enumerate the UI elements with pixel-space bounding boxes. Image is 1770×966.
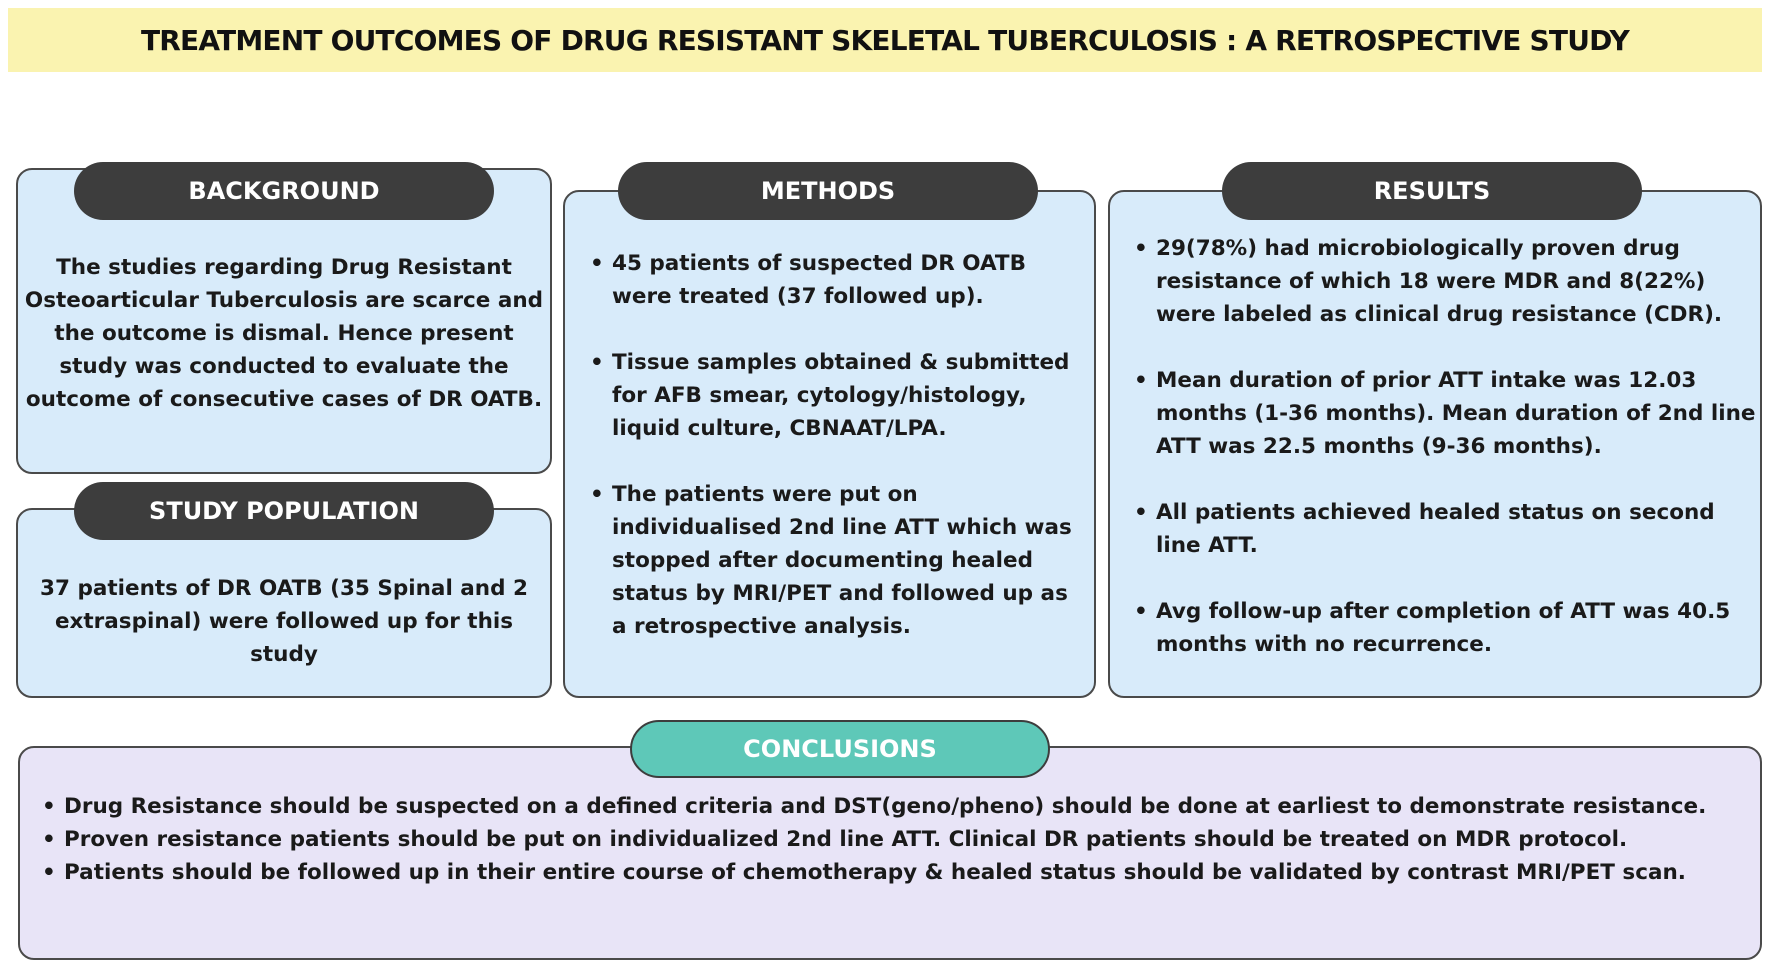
conclusions-item: • Proven resistance patients should be put on individualized 2nd line ATT. Clinical DR patients should be treated on MDR protocol. bbox=[40, 823, 1754, 856]
conclusions-item: • Patients should be followed up in their entire course of chemotherapy & healed status should be validated by contrast MRI/PET scan. bbox=[40, 856, 1754, 889]
conclusions-heading: CONCLUSIONS bbox=[743, 735, 937, 763]
results-list bbox=[1132, 232, 1758, 694]
study-population-heading: STUDY POPULATION bbox=[149, 497, 419, 525]
methods-item: • Tissue samples obtained & submitted for AFB smear, cytology/histology, liquid culture, CBNAAT/LPA. bbox=[588, 346, 1088, 445]
methods-heading: METHODS bbox=[760, 177, 896, 205]
results-item: • All patients achieved healed status on second line ATT. bbox=[1132, 496, 1758, 562]
title-banner bbox=[8, 8, 1762, 72]
results-item: • Mean duration of prior ATT intake was 12.03 months (1-36 months). Mean duration of 2nd line ATT was 22.5 months (9-36 months). bbox=[1132, 364, 1758, 463]
study-population-text: 37 patients of DR OATB (35 Spinal and 2 extraspinal) were followed up for this study bbox=[40, 576, 528, 667]
conclusions-list bbox=[40, 790, 1754, 889]
conclusions-item: • Drug Resistance should be suspected on a defined criteria and DST(geno/pheno) should be done at earliest to demonstrate resistance. bbox=[40, 790, 1754, 823]
methods-list bbox=[588, 247, 1088, 676]
page-title: TREATMENT OUTCOMES OF DRUG RESISTANT SKELETAL TUBERCULOSIS : A RETROSPECTIVE STUDY bbox=[140, 23, 1630, 57]
methods-item: • The patients were put on individualised 2nd line ATT which was stopped after documenting healed status by MRI/PET and followed up as a retrospective analysis. bbox=[588, 478, 1088, 643]
results-item: • 29(78%) had microbiologically proven drug resistance of which 18 were MDR and 8(22%) were labeled as clinical drug resistance (CDR). bbox=[1132, 232, 1758, 331]
methods-heading-pill bbox=[618, 162, 1038, 220]
background-heading-pill bbox=[74, 162, 494, 220]
conclusions-heading-pill bbox=[630, 720, 1050, 778]
results-heading-pill bbox=[1222, 162, 1642, 220]
results-heading: RESULTS bbox=[1373, 177, 1491, 205]
background-heading: BACKGROUND bbox=[188, 177, 380, 205]
results-item: • Avg follow-up after completion of ATT was 40.5 months with no recurrence. bbox=[1132, 595, 1758, 661]
background-text: The studies regarding Drug Resistant Osteoarticular Tuberculosis are scarce and the outcome is dismal. Hence present study was conducted to evaluate the outcome of consecutive cases of DR OATB. bbox=[24, 255, 544, 412]
study-population-heading-pill bbox=[74, 482, 494, 540]
methods-item: • 45 patients of suspected DR OATB were treated (37 followed up). bbox=[588, 247, 1088, 313]
